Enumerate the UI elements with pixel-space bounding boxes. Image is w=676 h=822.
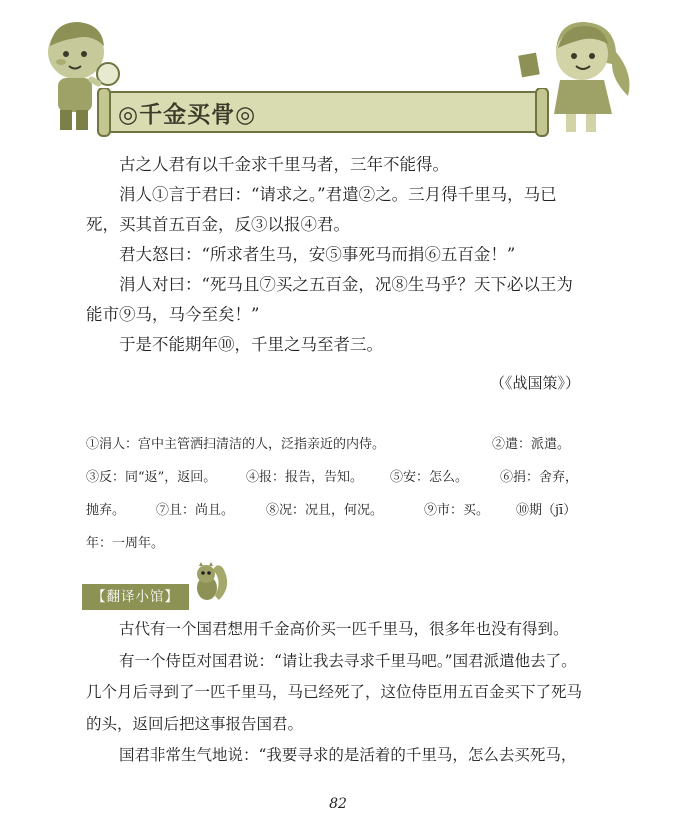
note-7: ⑦且：尚且。 <box>156 503 235 518</box>
note-9: ⑨市：买。 <box>424 503 490 518</box>
note-8: ⑧况：况且，何况。 <box>266 503 384 518</box>
source-citation: （《战国策》） <box>489 374 580 392</box>
story-paragraph-1: 古之人君有以千金求千里马者，三年不能得。 <box>119 155 449 174</box>
note-6-continued: 抛弃。 <box>86 503 126 518</box>
story-paragraph-4: 涓人对曰：“死马且⑦买之五百金，况⑧生马乎？天下必以王为能市⑨马，马今至矣！” <box>86 275 573 324</box>
notes-row-1 <box>86 428 586 461</box>
notes-row-2 <box>86 461 586 494</box>
note-1: ①涓人：宫中主管洒扫清洁的人，泛指亲近的内侍。 <box>86 437 386 452</box>
translation-text <box>86 614 586 772</box>
annotations <box>86 428 586 560</box>
story-paragraph-3: 君大怒曰：“所求者生马，安⑤事死马而捐⑥五百金！” <box>119 245 516 264</box>
title-scroll <box>96 88 550 138</box>
note-10: ⑩期（jī） <box>516 503 577 518</box>
squirrel-icon <box>193 560 231 604</box>
page-number: 82 <box>329 796 347 812</box>
translation-paragraph-3: 国君非常生气地说：“我要寻求的是活着的千里马，怎么去买死马， <box>119 746 577 764</box>
note-4: ④报：报告，告知。 <box>246 470 364 485</box>
notes-row-4 <box>86 527 586 560</box>
story-text <box>86 150 586 360</box>
translation-section-badge: 【翻译小馆】 <box>82 584 189 610</box>
note-2: ②遣：派遣。 <box>492 437 571 452</box>
story-paragraph-5: 于是不能期年⑩，千里之马至者三。 <box>119 335 383 354</box>
notes-row-3 <box>86 494 586 527</box>
note-10-continued: 年：一周年。 <box>86 536 165 551</box>
note-6: ⑥捐：舍弃， <box>500 470 579 485</box>
story-paragraph-2: 涓人①言于君曰：“请求之。”君遣②之。三月得千里马，马已死，买其首五百金，反③以报④君。 <box>86 185 557 234</box>
translation-paragraph-2: 有一个侍臣对国君说：“请让我去寻求千里马吧。”国君派遣他去了。几个月后寻到了一匹千里马，马已经死了，这位侍臣用五百金买下了死马的头，返回后把这事报告国君。 <box>86 651 583 733</box>
lesson-title: ◎千金买骨◎ <box>118 102 257 128</box>
note-5: ⑤安：怎么。 <box>390 470 469 485</box>
translation-paragraph-1: 古代有一个国君想用千金高价买一匹千里马，很多年也没有得到。 <box>119 620 569 638</box>
note-3: ③反：同“返”，返回。 <box>86 470 217 485</box>
